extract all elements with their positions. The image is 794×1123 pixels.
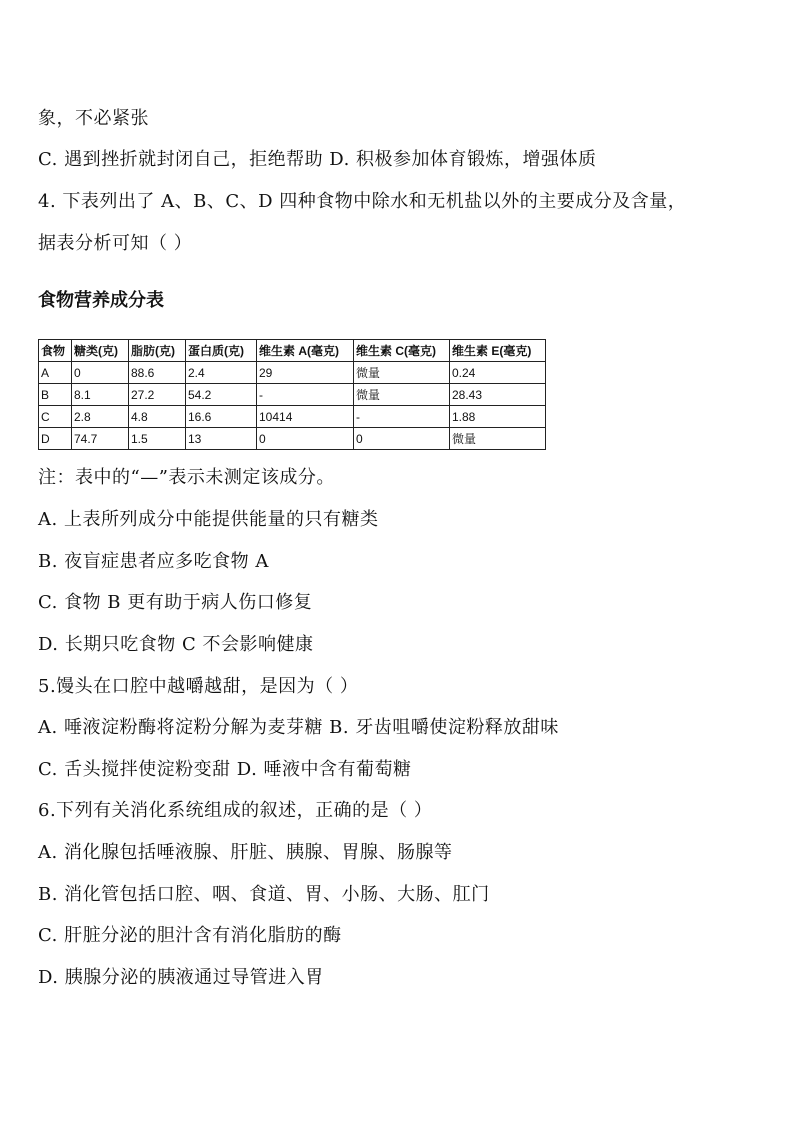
table-header-row	[39, 340, 546, 362]
q4-option-c: C. 食物 B 更有助于病人伤口修复	[38, 592, 313, 613]
q5-options-a-b: A. 唾液淀粉酶将淀粉分解为麦芽糖 B. 牙齿咀嚼使淀粉释放甜味	[38, 717, 559, 738]
header-cell: 脂肪(克)	[129, 340, 186, 362]
q6-option-c: C. 肝脏分泌的胆汁含有消化脂肪的酶	[38, 925, 342, 946]
table-cell: 微量	[354, 384, 450, 406]
table-row	[39, 384, 546, 406]
table-cell: 88.6	[129, 362, 186, 384]
table-row	[39, 428, 546, 450]
table-note: 注：表中的“—”表示未测定该成分。	[38, 467, 335, 488]
q4-option-a: A. 上表所列成分中能提供能量的只有糖类	[38, 509, 379, 530]
table-cell: 0	[72, 362, 129, 384]
q6-option-d: D. 胰腺分泌的胰液通过导管进入胃	[38, 967, 324, 988]
table-cell: -	[354, 406, 450, 428]
table-cell: 13	[186, 428, 257, 450]
table-cell: 29	[257, 362, 354, 384]
header-cell: 糖类(克)	[72, 340, 129, 362]
table-cell: 2.4	[186, 362, 257, 384]
header-cell: 维生素 E(毫克)	[450, 340, 546, 362]
table-cell: 0.24	[450, 362, 546, 384]
q4-option-d: D. 长期只吃食物 C 不会影响健康	[38, 634, 314, 655]
q6-stem: 6.下列有关消化系统组成的叙述，正确的是（ ）	[38, 800, 433, 821]
q3-option-c-d: C. 遇到挫折就封闭自己，拒绝帮助 D. 积极参加体育锻炼，增强体质	[38, 149, 597, 170]
q5-options-c-d: C. 舌头搅拌使淀粉变甜 D. 唾液中含有葡萄糖	[38, 759, 412, 780]
table-cell: 0	[257, 428, 354, 450]
table-cell: 1.5	[129, 428, 186, 450]
table-cell: 16.6	[186, 406, 257, 428]
q4-option-b: B. 夜盲症患者应多吃食物 A	[38, 551, 269, 572]
table-cell: 4.8	[129, 406, 186, 428]
header-cell: 维生素 A(毫克)	[257, 340, 354, 362]
table-cell: D	[39, 428, 72, 450]
q6-option-b: B. 消化管包括口腔、咽、食道、胃、小肠、大肠、肛门	[38, 884, 490, 905]
header-cell: 蛋白质(克)	[186, 340, 257, 362]
table-cell: B	[39, 384, 72, 406]
table-cell: 2.8	[72, 406, 129, 428]
table-cell: 74.7	[72, 428, 129, 450]
q6-option-a: A. 消化腺包括唾液腺、肝脏、胰腺、胃腺、肠腺等	[38, 842, 453, 863]
q4-stem-cont: 据表分析可知（ ）	[38, 233, 193, 254]
table-row	[39, 406, 546, 428]
header-cell: 食物	[39, 340, 72, 362]
table-cell: 0	[354, 428, 450, 450]
table-cell: A	[39, 362, 72, 384]
table-row	[39, 362, 546, 384]
table-cell: C	[39, 406, 72, 428]
q5-stem: 5.馒头在口腔中越嚼越甜，是因为（ ）	[38, 676, 359, 697]
q4-stem: 4. 下表列出了 A、B、C、D 四种食物中除水和无机盐以外的主要成分及含量，	[38, 191, 687, 212]
nutrition-table	[38, 339, 546, 450]
table-cell: -	[257, 384, 354, 406]
header-cell: 维生素 C(毫克)	[354, 340, 450, 362]
text-line-continuation: 象，不必紧张	[38, 108, 149, 129]
table-title: 食物营养成分表	[38, 290, 164, 311]
table-cell: 微量	[354, 362, 450, 384]
table-cell: 微量	[450, 428, 546, 450]
table-cell: 1.88	[450, 406, 546, 428]
table-cell: 54.2	[186, 384, 257, 406]
table-cell: 27.2	[129, 384, 186, 406]
table-cell: 28.43	[450, 384, 546, 406]
table-cell: 10414	[257, 406, 354, 428]
table-cell: 8.1	[72, 384, 129, 406]
